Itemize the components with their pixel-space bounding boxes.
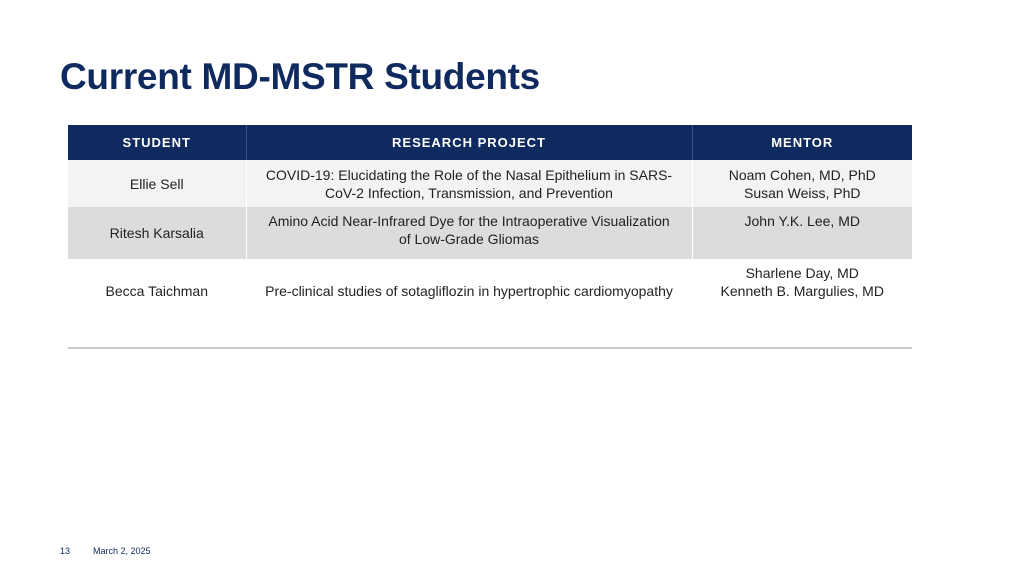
project-line: Amino Acid Near-Infrared Dye for the Intraoperative Visualization (268, 213, 670, 229)
project-line: Pre-clinical studies of sotagliflozin in hypertrophic cardiomyopathy (265, 283, 673, 299)
footer-date: March 2, 2025 (93, 546, 151, 556)
project-line: COVID-19: Elucidating the Role of the Nasal Epithelium in SARS- (265, 166, 673, 183)
column-header-student: STUDENT (68, 125, 246, 160)
page-title: Current MD-MSTR Students (60, 56, 540, 97)
slide-number: 13 (60, 546, 71, 556)
student-cell: Becca Taichman (68, 259, 246, 348)
column-header-mentor: MENTOR (692, 125, 912, 160)
student-cell: Ritesh Karsalia (68, 207, 246, 259)
mentor-cell (692, 207, 912, 259)
mentor-line: Noam Cohen, MD, PhD (728, 166, 876, 183)
table-row (68, 259, 912, 348)
table-row (68, 160, 912, 207)
student-cell: Ellie Sell (68, 160, 246, 207)
mentor-cell (692, 160, 912, 207)
table-row (68, 207, 912, 259)
research-project-cell (246, 160, 692, 207)
project-line: of Low-Grade Gliomas (398, 231, 540, 247)
research-project-cell (246, 207, 692, 259)
mentor-cell (692, 259, 912, 348)
column-header-research-project: RESEARCH PROJECT (246, 125, 692, 160)
research-project-cell (246, 259, 692, 348)
mentor-line: John Y.K. Lee, MD (744, 213, 860, 229)
mentor-line: Sharlene Day, MD (745, 265, 859, 281)
mentor-line: Susan Weiss, PhD (744, 184, 861, 201)
students-table (68, 125, 912, 349)
mentor-line: Kenneth B. Margulies, MD (720, 283, 884, 299)
project-line: CoV-2 Infection, Transmission, and Prevention (325, 184, 613, 201)
table-header-row (68, 125, 912, 160)
